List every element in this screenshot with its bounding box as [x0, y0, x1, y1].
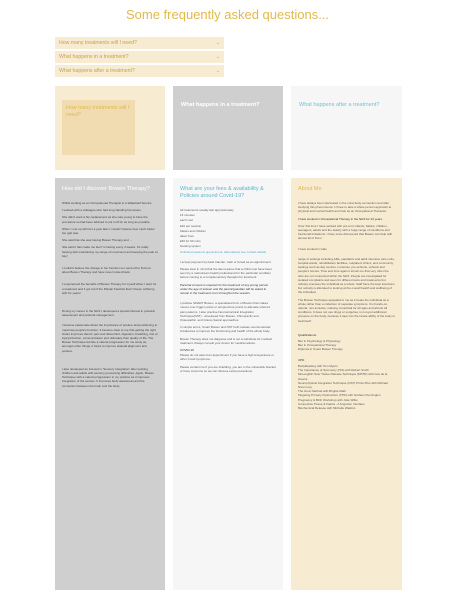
paragraph: Bowen Therapy does not diagnose and is not a substitute for medical treatment. Always consult your doctor for medical advice. — [180, 336, 272, 345]
paragraph: each cost — [180, 218, 193, 223]
contact-details-link[interactable]: Unlimited sessions appointment. Alternatively see contact details — [180, 249, 266, 254]
paragraph: Over this time I have worked with pre-term infants, babies, children, teenagers, adults and the elderly with a huge range of conditions and functional limitations. I have since discovered that Bowen can help with almost all of them. — [298, 223, 393, 241]
column-about-me — [291, 178, 402, 590]
paragraph: I couldn't believe the change in her function so I went off to find out about Bowen Therapy and have never looked back. — [62, 266, 151, 275]
column-fees-availability — [173, 178, 283, 590]
list-item: Neurophysical Integration Technique (NST) Prints Plus with Michael Nixon-Livy — [298, 380, 388, 389]
column-title: How did I discover Bowen Therapy? — [62, 186, 150, 192]
list-item: Bsc in Psychology & Physiology — [298, 339, 341, 344]
page-title: Some frequently asked questions... — [125, 7, 330, 22]
list-item: Diploma in Smart Bowen Therapy — [298, 347, 343, 352]
chevron-down-icon: ⌄ — [215, 54, 220, 60]
column-discover-bowen — [55, 178, 165, 590]
paragraph: I experienced the benefits of Bowen Therapy for myself when I went for a treatment and it got rid of the Plantar Fasciitis that I'd been suffering with for years! — [62, 282, 157, 295]
paragraph: taken from — [180, 234, 195, 239]
paragraph: I also developed an interest in 'Sensory Integration' after working children and adults with sensory processing difficulties. Again, Bowen Technique with a natural progression in my practice as it improves integration of the senses. It improves body awareness and the connection between the brain and the body. — [62, 366, 154, 388]
paragraph: £40 per session — [180, 223, 202, 228]
column-title: About Me — [298, 186, 322, 192]
paragraph: babies and children — [180, 228, 207, 233]
card-treatments-needed[interactable] — [55, 86, 165, 170]
column-body — [291, 201, 402, 410]
cpd-heading: CPD — [298, 357, 305, 362]
accordion-item-in-treatment[interactable] — [55, 51, 224, 63]
paragraph: In simple terms, Smart Bowen and NST both release neuromuscular imbalances to improve the functioning and health of the whole body. — [180, 325, 271, 334]
list-item: The Importance of Symmetry (ISS) with Robert Smith — [298, 368, 369, 373]
paragraph: All treatments usually last approximately — [180, 208, 234, 212]
paragraph: I worked with a colleague who had long standing hip issues. — [62, 208, 142, 213]
paragraph: Please contact me if you are shielding, you are in the vulnerable bracket or have concerns so we can discuss extra precautions. — [180, 364, 276, 373]
list-item: McLoughlin Scar Tissue Release Technique (MSTR) with Gus de la Guerra — [298, 372, 388, 381]
column-body — [173, 208, 283, 373]
accordion-item-treatments-needed[interactable] — [55, 37, 224, 49]
paragraph: I have always been fascinated in the mind-body connection and after studying this phenomenon I chose to take a whole person approach to physical and mental health and train as an Occupational Therapist. — [298, 201, 392, 214]
cpd-list — [298, 364, 395, 410]
paragraph: I became passionate about the importance of posture and positioning to maximise people's function. It became clear to me that getting the right chairs improves clients' pain and discomfort, digestion, breathing, risk of injury/infection, communication and ultimately their quality of life. The Bowen Technique felt like a natural progression for me study as, amongst other things, it helps to improve skeletal alignment and posture. — [62, 323, 158, 353]
paragraph: Please bear in mind that the law requires that a child must have been seen by a mainstream health professional for the particular condition before coming to a complementary therapist for treatment. — [180, 267, 272, 280]
column-title: What are your fees & availability & Policies around Covid-19? — [180, 186, 264, 199]
paragraph: Please do not attend an appointment if you have a high temperature or other Covid symptoms. — [180, 353, 274, 362]
list-item: Biochemical Release with Michelle Watkins — [298, 405, 356, 410]
qualifications-heading: Qualifications: — [298, 332, 317, 337]
covid-heading: COVID-19 — [180, 348, 194, 353]
paragraph: The Bowen Technique appealed to me as it treats the individual as a whole rather than a collection of separate symptoms. It is hands-on, natural, non-invasive, relaxing, beneficial for all ages and almost all conditions. It does not use drugs or surgeries, is non-put additional pressure on the body, because it taps into the innate ability of the body to heal itself. — [298, 297, 396, 323]
paragraph: I have worked in wide — [298, 246, 327, 251]
paragraph: 15 minutes — [180, 213, 195, 218]
paragraph: booking system — [180, 244, 201, 249]
qualifications-list — [298, 339, 395, 352]
paragraph: Whilst working as an Occupational Therapist in a Wakefield Service — [62, 201, 152, 205]
accordion-item-after-treatment[interactable] — [55, 65, 224, 77]
list-item: Connective Tissue & Fascia - A forgotten Interface — [298, 401, 365, 406]
list-item: Bsc in Occupational Therapy — [298, 343, 337, 348]
paragraph: I accept payment by bank transfer, cash or bowel as an appointment. — [180, 259, 272, 264]
accordion-label: What happens in a treatment? — [59, 54, 129, 60]
paragraph: I practise SMART Bowen, a specialised form of Bowen that makes moves over trigger points or acupuncture points to alleviate referred pain patterns. I also practise Neurostructural Integration Technique(NST) - developed from Bowen, Chiropractic and Osteopathic, and Cranio-Sacral approaches. — [180, 301, 270, 323]
card-after-treatment[interactable]: What happens after a treatment? — [291, 86, 402, 170]
accordion-label: How many treatments will I need? — [59, 40, 137, 46]
list-item: Pregnancy & Birth Workshop with Julie Wilks — [298, 397, 358, 402]
column-body — [55, 201, 165, 388]
paragraph: She said that she was having Bowen Therapy and ... — [62, 238, 132, 243]
chevron-down-icon: ⌄ — [215, 40, 220, 46]
accordion-label: What happens after a treatment? — [59, 68, 135, 74]
paragraph: She said it has made me feel I'm having every 4 weeks. It's really helping with maintaining my range of movement and keeping the pain at bay! — [62, 245, 158, 258]
paragraph: She didn't want a hip replacement as she was young to have the procedure so had been advised to put it off for as long as possible. — [62, 215, 151, 224]
paragraph: When I met up with her a year later I couldn't believe how much better her gait was. — [62, 226, 155, 236]
paragraph: £60 for 90 mins — [180, 239, 201, 244]
paragraph: During my career in the NHS I developed a special interest in postural assessment and postural management. — [62, 309, 155, 318]
list-item: BodyReading with Tom Myers — [298, 363, 338, 368]
paragraph: range of settings including A&E, paediatric and adult intensive care units, hospital wards, rehabilitation facilities, outpatient clinics, and community settings such as day centres, nurseries, pre-schools, schools and people's homes. Time and time again it struck me that very often the dots are not connected within the NHS. People are investigated for isolated complaints and seen for different tests and treatments but nobody oversees the individual as a whole. Staff have the best intentions but nobody is allocated to looking at the overall health and wellbeing of the individual. — [298, 256, 395, 295]
card-in-treatment[interactable]: What happens in a treatment? — [173, 86, 283, 170]
list-item: The Gunn Method with Brigitte Mark — [298, 389, 347, 394]
card-treatments-needed-inner: How many treatments will I need? — [62, 100, 135, 155]
chevron-down-icon: ⌄ — [215, 68, 220, 74]
paragraph: Parental consent is required for the treatment of any young person under the age of sixteen and the parent/guardian will be asked to remain in the treatment room throughout the session. — [180, 282, 269, 296]
paragraph: I have worked in Occupational Therapy in the NHS for 24 years. — [298, 216, 383, 221]
list-item: Targeting Primary Dysfunction (TPD) with Graham Pennington — [298, 393, 381, 398]
